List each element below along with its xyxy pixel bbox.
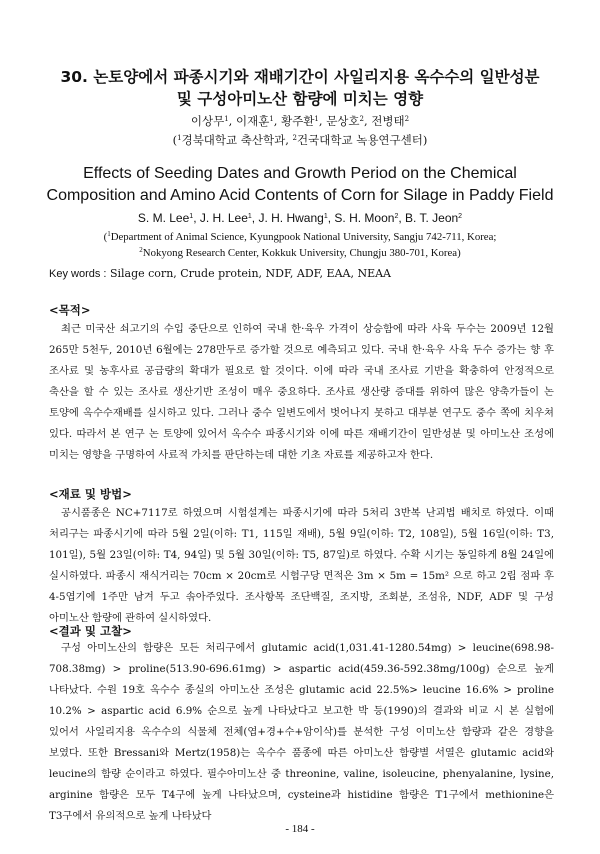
english-title-line-2: Composition and Amino Acid Contents of Corn for Silage in Paddy Field	[46, 187, 554, 204]
korean-affiliations: ($^1$경북대학교 축산학과, $^2$건국대학교 녹용연구센터)	[172, 133, 428, 147]
keywords	[49, 267, 564, 281]
english-author-2: J. H. Lee$^1$	[199, 211, 252, 225]
korean-title-line-2: 및 구성아미노산 함량에 미치는 영향	[176, 90, 424, 108]
section-body-methods	[49, 503, 554, 629]
section-heading-purpose: <목적>	[49, 303, 91, 317]
english-affiliation-1: ($^1$Department of Animal Science, Kyungpook National University, Sangju 742-711, Korea;	[103, 230, 497, 243]
english-authors: S. M. Lee$^1$, J. H. Lee$^1$, J. H. Hwang$^1$, S. H. Moon$^2$, B. T. Jeon$^2$	[137, 211, 463, 225]
section-heading-methods: <재료 및 방법>	[49, 487, 132, 501]
results-paragraph: 구성 아미노산의 함량은 모든 처리구에서 glutamic acid(1,031.41-1280.54mg) > leucine(698.98-708.38mg) > proline(513.90-696.61mg) > aspartic acid(459.36-592.38mg/100g) 순으로 높게 나타났다. 수원 19호 옥수수 종실의 아미노산 조성은 glutamic acid 22.5%> leucine 16.6% > proline 10.2% > aspartic acid 6.9% 순으로 높게 나타났다고 보고한 박 등(1990)의 결과와 비교 시 본 실험에 있어서 사일리지용 옥수수의 식물체 전체(엽+경+수+암이삭)를 분석한 구성 이미노산 함량과 같은 경향을 보였다. 또한 Bressani와 Mertz(1958)는 옥수수 품종에 따른 아미노산 함량별 서열은 glutamic acid와 leucine의 함량 순이라고 하였다. 필수아미노산 중 threonine, valine, isoleucine, phenyalanine, lysine, arginine 함량은 모두 T4구에 높게 나타났으며, cysteine과 histidine 함량은 T1구에서 methionine은 T3구에서 유의적으로 높게 나타났다	[49, 642, 554, 822]
korean-title-line-1: 30. 논토양에서 파종시기와 재배기간이 사일리지용 옥수수의 일반성분	[60, 68, 540, 86]
english-author-4: S. H. Moon$^2$	[334, 211, 399, 225]
english-title-line-1: Effects of Seeding Dates and Growth Period on the Chemical	[83, 165, 517, 182]
korean-author-4: 문상호$^2$	[326, 114, 364, 128]
english-affiliation-2: $^2$Nokyong Research Center, Kokkuk University, Chungju 380-701, Korea)	[139, 246, 461, 259]
keywords-label: Key words :	[49, 268, 107, 280]
page-number: - 184 -	[285, 823, 315, 835]
section-body-results	[49, 638, 554, 827]
korean-author-2: 이재훈$^1$	[235, 114, 274, 128]
english-author-3: J. H. Hwang$^1$	[258, 211, 328, 225]
english-author-5: B. T. Jeon$^2$	[405, 211, 463, 225]
korean-author-5: 전병태$^2$	[371, 114, 410, 128]
english-author-1: S. M. Lee$^1$	[137, 211, 194, 225]
keywords-text: Silage corn, Crude protein, NDF, ADF, EAA, NEAA	[109, 267, 392, 280]
korean-author-3: 황주환$^1$	[281, 114, 319, 128]
section-heading-results: <결과 및 고찰>	[49, 624, 132, 638]
section-body-purpose	[49, 319, 554, 466]
methods-paragraph: 공시품종은 NC+7117로 하였으며 시험설계는 파종시기에 따라 5처리 3반복 난괴법 배치로 하였다. 이때 처리구는 파종시기에 따라 5월 2일(이하: T1, 115일 재배), 5월 9일(이하: T2, 108일), 5월 16일(이하: T3, 101일), 5월 23일(이하: T4, 94일) 및 5월 30일(이하: T5, 87일)로 하였다. 수확 시기는 동일하게 8월 24일에 실시하였다. 파종시 재식거리는 70cm × 20cm로 시험구당 면적은 3m × 5m = 15m² 으로 하고 2립 점파 후 4-5엽기에 1주만 남겨 두고 솎아주었다. 조사항목 조단백질, 조지방, 조회분, 조섬유, NDF, ADF 및 구성 아미노산 함량에 관하여 실시하였다.	[49, 507, 554, 624]
purpose-paragraph: 최근 미국산 쇠고기의 수입 중단으로 인하여 국내 한·육우 가격이 상승함에 따라 사육 두수는 2009년 12월 265만 5천두, 2010년 6월에는 278만두로 증가할 것으로 예측되고 있다. 국내 한·육우 사육 두수 증가는 향 후 조사료 및 농후사료 공급량의 확대가 필요로 할 것이다. 이에 따라 국내 조사료 기반을 확충하여 안정적으로 축산을 할 수 있는 조사료 생산기반 조성이 매우 중요하다. 조사료 생산량 증대를 위하여 많은 양축가들이 논 토양에 옥수수재배를 실시하고 있다. 그러나 중수 일변도에서 벗어나지 못하고 대부분 연구도 중수 쪽에 치우쳐 있다. 따라서 본 연구 논 토양에 있어서 옥수수 파종시기와 이에 따른 재배기간이 일반성분 및 아미노산 조성에 미치는 영향을 구명하여 사료적 가치를 판단하는데 대한 기초 자료를 제공하고자 한다.	[49, 323, 554, 461]
korean-author-1: 이상무$^1$	[190, 114, 229, 128]
korean-authors: 이상무$^1$, 이재훈$^1$, 황주환$^1$, 문상호$^2$, 전병태$^2$	[190, 114, 410, 128]
